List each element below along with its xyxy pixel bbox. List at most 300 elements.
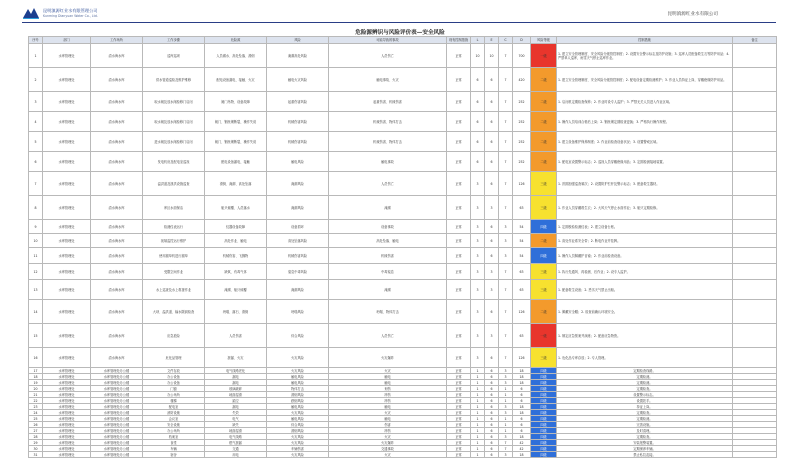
cell-step: 供水管道巡检及维护维修	[143, 68, 205, 92]
risk-level-label: 一级	[540, 333, 547, 338]
cell-d: 126	[513, 300, 531, 324]
cell-e: 6	[485, 422, 499, 428]
risk-level-label: 三级	[540, 181, 547, 186]
cell-l: 1	[471, 380, 485, 386]
cell-no: 28	[29, 434, 43, 440]
table-body	[29, 44, 777, 458]
cell-no: 14	[29, 300, 43, 324]
cell-no: 13	[29, 280, 43, 300]
cell-note	[733, 44, 777, 68]
cell-e: 6	[485, 374, 499, 380]
cell-risk: 起重伤害风险	[267, 92, 329, 112]
cell-hazard: 闸门吊物、设备故障	[205, 92, 267, 112]
cell-existing: 正常	[447, 280, 471, 300]
risk-level-label: 四级	[540, 446, 547, 451]
cell-accident: 交通事故	[329, 446, 447, 452]
cell-hazard: 漏电	[205, 404, 267, 410]
cell-step: 车辆	[143, 446, 205, 452]
risk-level-label: 二级	[540, 139, 547, 144]
risk-level-label: 一级	[540, 53, 547, 58]
cell-c: 3	[499, 234, 513, 248]
cell-measure: 1. 制定应急预案并演练；2. 配备应急物资。	[557, 324, 733, 348]
header-rule	[22, 22, 776, 23]
cell-l: 1	[471, 368, 485, 374]
cell-d: 42	[513, 440, 531, 446]
cell-accident: 触电	[329, 416, 447, 422]
cell-e: 6	[485, 416, 499, 422]
cell-c: 7	[499, 68, 513, 92]
cell-e: 6	[485, 410, 499, 416]
cell-l: 3	[471, 248, 485, 264]
risk-level-cell	[531, 300, 557, 324]
table-row	[29, 44, 777, 68]
cell-e: 3	[485, 264, 499, 280]
cell-accident: 火灾爆炸	[329, 440, 447, 446]
cell-hazard: 漏电	[205, 374, 267, 380]
cell-existing: 正常	[447, 434, 471, 440]
cell-step: 应急抢险	[143, 324, 205, 348]
cell-step: 宿舍	[143, 452, 205, 458]
cell-no: 12	[29, 264, 43, 280]
cell-risk: 滑倒风险	[267, 428, 329, 434]
cell-risk: 火灾风险	[267, 452, 329, 458]
risk-level-label: 四级	[540, 398, 547, 403]
cell-dept: 水库管理处	[43, 44, 91, 68]
cell-existing: 正常	[447, 416, 471, 422]
risk-level-cell	[531, 132, 557, 152]
cell-step: 进水闸及放水闸检修门启闭	[143, 132, 205, 152]
risk-table	[28, 36, 777, 458]
cell-existing: 正常	[447, 446, 471, 452]
cell-c: 3	[499, 434, 513, 440]
table-row	[29, 152, 777, 172]
cell-e: 6	[485, 300, 499, 324]
cell-accident: 触电	[329, 404, 447, 410]
cell-measure: 安装报警装置。	[557, 440, 733, 446]
risk-level-label: 三级	[540, 269, 547, 274]
table-row	[29, 248, 777, 264]
cell-no: 2	[29, 68, 43, 92]
cell-dept: 水库管理处	[43, 348, 91, 368]
risk-level-label: 二级	[540, 77, 547, 82]
column-header: E	[485, 37, 499, 44]
cell-l: 1	[471, 410, 485, 416]
cell-dept: 水库管理处	[43, 440, 91, 446]
risk-level-label: 二级	[540, 159, 547, 164]
page-header	[0, 0, 800, 26]
cell-risk: 车辆伤害	[267, 446, 329, 452]
cell-c: 1	[499, 386, 513, 392]
cell-risk: 触电风险	[267, 416, 329, 422]
cell-c: 3	[499, 374, 513, 380]
cell-e: 3	[485, 196, 499, 220]
cell-accident: 摔伤	[329, 398, 447, 404]
cell-accident: 机械伤害、物体打击	[329, 132, 447, 152]
cell-l: 1	[471, 386, 485, 392]
cell-no: 30	[29, 446, 43, 452]
cell-accident: 火灾	[329, 452, 447, 458]
cell-hazard: 闸门、钢丝绳断裂、操作失误	[205, 112, 267, 132]
cell-accident: 火灾爆炸	[329, 348, 447, 368]
cell-step: 巡库巡坝	[143, 44, 205, 68]
cell-note	[733, 152, 777, 172]
cell-risk: 综合风险	[267, 324, 329, 348]
cell-step: 消防设施	[143, 410, 205, 416]
cell-d: 18	[513, 374, 531, 380]
cell-hazard: 踏空	[205, 398, 267, 404]
header-company-right: 昆明滇源红业水有限公司	[667, 12, 718, 17]
cell-d: 63	[513, 324, 531, 348]
cell-e: 6	[485, 152, 499, 172]
cell-place: 清水海水库	[91, 132, 143, 152]
cell-no: 25	[29, 416, 43, 422]
cell-place: 水库管理处办公楼	[91, 368, 143, 374]
table-row	[29, 300, 777, 324]
cell-risk: 触电火灾风险	[267, 68, 329, 92]
risk-level-label: 四级	[540, 428, 547, 433]
cell-no: 5	[29, 132, 43, 152]
cell-existing: 正常	[447, 404, 471, 410]
cell-measure: 完善设施。	[557, 422, 733, 428]
risk-level-label: 四级	[540, 253, 547, 258]
table-row	[29, 196, 777, 220]
cell-hazard: 燃气泄漏	[205, 440, 267, 446]
table-row	[29, 452, 777, 458]
cell-step: 发电机房及配电室巡视	[143, 152, 205, 172]
cell-c: 7	[499, 196, 513, 220]
cell-accident: 触电	[329, 380, 447, 386]
cell-d: 63	[513, 280, 531, 300]
cell-c: 7	[499, 152, 513, 172]
cell-accident: 机械伤害、物体打击	[329, 112, 447, 132]
cell-d: 252	[513, 112, 531, 132]
cell-e: 6	[485, 234, 499, 248]
cell-place: 水库管理处办公楼	[91, 416, 143, 422]
cell-accident: 人员伤亡	[329, 324, 447, 348]
cell-step: 视频监控运行维护	[143, 234, 205, 248]
cell-step: 配电室	[143, 404, 205, 410]
cell-place: 清水海水库	[91, 264, 143, 280]
cell-note	[733, 112, 777, 132]
cell-l: 3	[471, 220, 485, 234]
cell-dept: 水库管理处	[43, 248, 91, 264]
cell-risk: 淹溺高处风险	[267, 44, 329, 68]
cell-step: 库区水面保洁	[143, 196, 205, 220]
cell-risk: 触电风险	[267, 374, 329, 380]
risk-level-label: 四级	[540, 452, 547, 457]
cell-c: 7	[499, 324, 513, 348]
cell-hazard: 玻璃破碎	[205, 386, 267, 392]
risk-level-cell	[531, 196, 557, 220]
risk-level-label: 四级	[540, 374, 547, 379]
cell-note	[733, 280, 777, 300]
table-row	[29, 234, 777, 248]
cell-hazard: 闸门、钢丝绳断裂、操作失误	[205, 132, 267, 152]
cell-accident: 伤害	[329, 422, 447, 428]
cell-accident: 触电事故	[329, 152, 447, 172]
cell-measure: 及时清理。	[557, 428, 733, 434]
cell-place: 水库管理处办公楼	[91, 428, 143, 434]
cell-accident: 触电	[329, 374, 447, 380]
cell-hazard: 人员溺水、高处坠落、滑倒	[205, 44, 267, 68]
cell-measure: 1. 操作人员佩戴护目镜；2. 作业前检查设备。	[557, 248, 733, 264]
cell-hazard: 泄漏、火灾	[205, 348, 267, 368]
cell-step: 办公场所	[143, 392, 205, 398]
cell-dept: 水库管理处	[43, 112, 91, 132]
sheet-title: 危险源辨识与风险评价表—安全风险	[355, 30, 445, 36]
cell-place: 清水海水库	[91, 300, 143, 324]
cell-dept: 水库管理处	[43, 264, 91, 280]
cell-e: 6	[485, 92, 499, 112]
cell-dept: 水库管理处	[43, 172, 91, 196]
cell-risk: 物体打击	[267, 386, 329, 392]
column-header: C	[499, 37, 513, 44]
cell-note	[733, 324, 777, 348]
cell-l: 3	[471, 280, 485, 300]
column-header: 可能导致的事故	[329, 37, 447, 44]
cell-c: 3	[499, 410, 513, 416]
risk-level-cell	[531, 248, 557, 264]
risk-level-label: 三级	[540, 205, 547, 210]
table-row	[29, 172, 777, 196]
cell-e: 3	[485, 280, 499, 300]
cell-d: 6	[513, 386, 531, 392]
cell-hazard: 人员伤害	[205, 324, 267, 348]
cell-place: 水库管理处办公楼	[91, 440, 143, 446]
cell-e: 6	[485, 112, 499, 132]
cell-accident: 高处坠落、触电	[329, 234, 447, 248]
risk-level-label: 二级	[540, 238, 547, 243]
cell-d: 6	[513, 398, 531, 404]
cell-c: 1	[499, 428, 513, 434]
cell-note	[733, 264, 777, 280]
cell-risk: 火灾风险	[267, 410, 329, 416]
cell-c: 3	[499, 248, 513, 264]
cell-existing: 正常	[447, 220, 471, 234]
table-row	[29, 220, 777, 234]
cell-place: 水库管理处办公楼	[91, 380, 143, 386]
cell-c: 7	[499, 440, 513, 446]
cell-hazard: 高处作业、触电	[205, 234, 267, 248]
cell-place: 水库管理处办公楼	[91, 422, 143, 428]
cell-e: 6	[485, 446, 499, 452]
risk-level-label: 四级	[540, 386, 547, 391]
cell-no: 4	[29, 112, 43, 132]
cell-note	[733, 348, 777, 368]
cell-no: 11	[29, 248, 43, 264]
table-row	[29, 92, 777, 112]
cell-note	[733, 248, 777, 264]
cell-step: 使用割草机进行割草	[143, 248, 205, 264]
cell-measure: 1. 高处作业系安全带；2. 断电作业并挂牌。	[557, 234, 733, 248]
cell-measure: 1. 配备救生设备；2. 恶劣天气禁止出船。	[557, 280, 733, 300]
cell-no: 31	[29, 452, 43, 458]
company-logo-icon	[22, 6, 40, 20]
cell-risk: 火灾风险	[267, 348, 329, 368]
cell-risk: 火灾风险	[267, 440, 329, 446]
risk-level-cell	[531, 152, 557, 172]
cell-dept: 水库管理处	[43, 428, 91, 434]
cell-e: 6	[485, 172, 499, 196]
cell-existing: 正常	[447, 196, 471, 220]
cell-hazard: 交通	[205, 446, 267, 452]
cell-e: 6	[485, 220, 499, 234]
cell-l: 1	[471, 440, 485, 446]
cell-risk: 跌倒风险	[267, 398, 329, 404]
cell-dept: 水库管理处	[43, 300, 91, 324]
cell-d: 6	[513, 422, 531, 428]
cell-existing: 正常	[447, 398, 471, 404]
cell-place: 清水海水库	[91, 248, 143, 264]
cell-step: 楼梯	[143, 398, 205, 404]
cell-l: 1	[471, 392, 485, 398]
cell-e: 6	[485, 248, 499, 264]
cell-e: 6	[485, 132, 499, 152]
cell-c: 7	[499, 348, 513, 368]
cell-dept: 水库管理处	[43, 92, 91, 112]
cell-dept: 水库管理处	[43, 398, 91, 404]
cell-no: 15	[29, 324, 43, 348]
cell-e: 6	[485, 440, 499, 446]
cell-l: 1	[471, 446, 485, 452]
cell-measure: 定期检查。	[557, 386, 733, 392]
cell-dept: 水库管理处	[43, 374, 91, 380]
cell-measure: 定期检测。	[557, 416, 733, 422]
cell-measure: 禁止私拉乱接。	[557, 452, 733, 458]
cell-accident: 摔伤	[329, 428, 447, 434]
risk-level-label: 四级	[540, 440, 547, 445]
cell-l: 3	[471, 234, 485, 248]
cell-place: 清水海水库	[91, 68, 143, 92]
risk-level-label: 四级	[540, 422, 547, 427]
cell-c: 7	[499, 280, 513, 300]
cell-risk: 高处坠落风险	[267, 234, 329, 248]
cell-c: 7	[499, 44, 513, 68]
risk-level-label: 四级	[540, 224, 547, 229]
cell-dept: 水库管理处	[43, 220, 91, 234]
cell-risk: 机械伤害风险	[267, 248, 329, 264]
column-header: 风险等级	[531, 37, 557, 44]
cell-existing: 正常	[447, 428, 471, 434]
cell-existing: 正常	[447, 172, 471, 196]
cell-note	[733, 172, 777, 196]
risk-level-label: 四级	[540, 392, 547, 397]
cell-risk: 淹溺风险	[267, 172, 329, 196]
cell-dept: 水库管理处	[43, 386, 91, 392]
cell-accident: 淹溺	[329, 196, 447, 220]
cell-no: 8	[29, 196, 43, 220]
cell-no: 23	[29, 404, 43, 410]
cell-place: 水库管理处办公楼	[91, 386, 143, 392]
cell-no: 22	[29, 398, 43, 404]
cell-dept: 水库管理处	[43, 404, 91, 410]
cell-existing: 正常	[447, 374, 471, 380]
cell-d: 54	[513, 234, 531, 248]
cell-dept: 水库管理处	[43, 196, 91, 220]
cell-dept: 水库管理处	[43, 132, 91, 152]
cell-d: 54	[513, 248, 531, 264]
column-header: 备注	[733, 37, 777, 44]
cell-step: 办公场所	[143, 428, 205, 434]
cell-risk: 设备损坏	[267, 220, 329, 234]
cell-d: 126	[513, 348, 531, 368]
cell-measure: 1. 配电室设置警示标志；2. 巡视人员穿戴绝缘用品；3. 定期检测接地装置。	[557, 152, 733, 172]
cell-d: 420	[513, 68, 531, 92]
cell-measure: 1. 危化品专库存放；2. 专人管理。	[557, 348, 733, 368]
cell-no: 21	[29, 392, 43, 398]
risk-level-cell	[531, 264, 557, 280]
cell-l: 1	[471, 404, 485, 410]
cell-dept: 水库管理处	[43, 392, 91, 398]
cell-measure: 定期检查。	[557, 410, 733, 416]
cell-c: 1	[499, 416, 513, 422]
cell-place: 水库管理处办公楼	[91, 404, 143, 410]
cell-existing: 正常	[447, 112, 471, 132]
table-row	[29, 112, 777, 132]
cell-step: 门窗	[143, 386, 205, 392]
cell-e: 6	[485, 392, 499, 398]
cell-d: 18	[513, 434, 531, 440]
column-header: 危险源	[205, 37, 267, 44]
cell-dept: 水库管理处	[43, 446, 91, 452]
cell-no: 3	[29, 92, 43, 112]
cell-c: 7	[499, 92, 513, 112]
cell-l: 6	[471, 112, 485, 132]
cell-risk: 综合风险	[267, 422, 329, 428]
cell-hazard: 仪器设备故障	[205, 220, 267, 234]
cell-existing: 正常	[447, 380, 471, 386]
cell-measure: 1. 汛期加强巡查频次；2. 设置防护栏杆及警示标志；3. 配备救生器材。	[557, 172, 733, 196]
cell-dept: 水库管理处	[43, 280, 91, 300]
cell-c: 7	[499, 446, 513, 452]
cell-no: 19	[29, 380, 43, 386]
cell-risk: 淹溺风险	[267, 280, 329, 300]
cell-d: 18	[513, 404, 531, 410]
cell-step: 办公设备	[143, 374, 205, 380]
cell-place: 水库管理处办公楼	[91, 398, 143, 404]
cell-e: 6	[485, 452, 499, 458]
cell-l: 3	[471, 300, 485, 324]
cell-measure: 1. 建立设备维护保养制度；2. 作业前检查设备状况；3. 设置警戒区域。	[557, 132, 733, 152]
cell-hazard: 地面湿滑	[205, 428, 267, 434]
cell-note	[733, 92, 777, 112]
cell-c: 3	[499, 368, 513, 374]
cell-l: 3	[471, 172, 485, 196]
cell-existing: 正常	[447, 248, 471, 264]
cell-no: 29	[29, 440, 43, 446]
cell-accident: 人员伤亡	[329, 44, 447, 68]
cell-existing: 正常	[447, 68, 471, 92]
cell-risk: 坍塌风险	[267, 300, 329, 324]
cell-risk: 窒息中毒风险	[267, 264, 329, 280]
cell-note	[733, 234, 777, 248]
column-header: 工作场所	[91, 37, 143, 44]
cell-place: 清水海水库	[91, 44, 143, 68]
risk-level-label: 二级	[540, 309, 547, 314]
cell-measure: 1. 定期校验检测仪表；2. 建立设备台账。	[557, 220, 733, 234]
cell-d: 252	[513, 152, 531, 172]
cell-d: 18	[513, 380, 531, 386]
cell-place: 清水海水库	[91, 220, 143, 234]
cell-hazard: 配电设备漏电、接触、火灾	[205, 68, 267, 92]
cell-e: 3	[485, 324, 499, 348]
cell-hazard: 电气	[205, 416, 267, 422]
cell-l: 6	[471, 92, 485, 112]
cell-existing: 正常	[447, 386, 471, 392]
cell-measure: 定期检测。	[557, 374, 733, 380]
cell-measure: 定期检测。	[557, 380, 733, 386]
cell-place: 清水海水库	[91, 152, 143, 172]
